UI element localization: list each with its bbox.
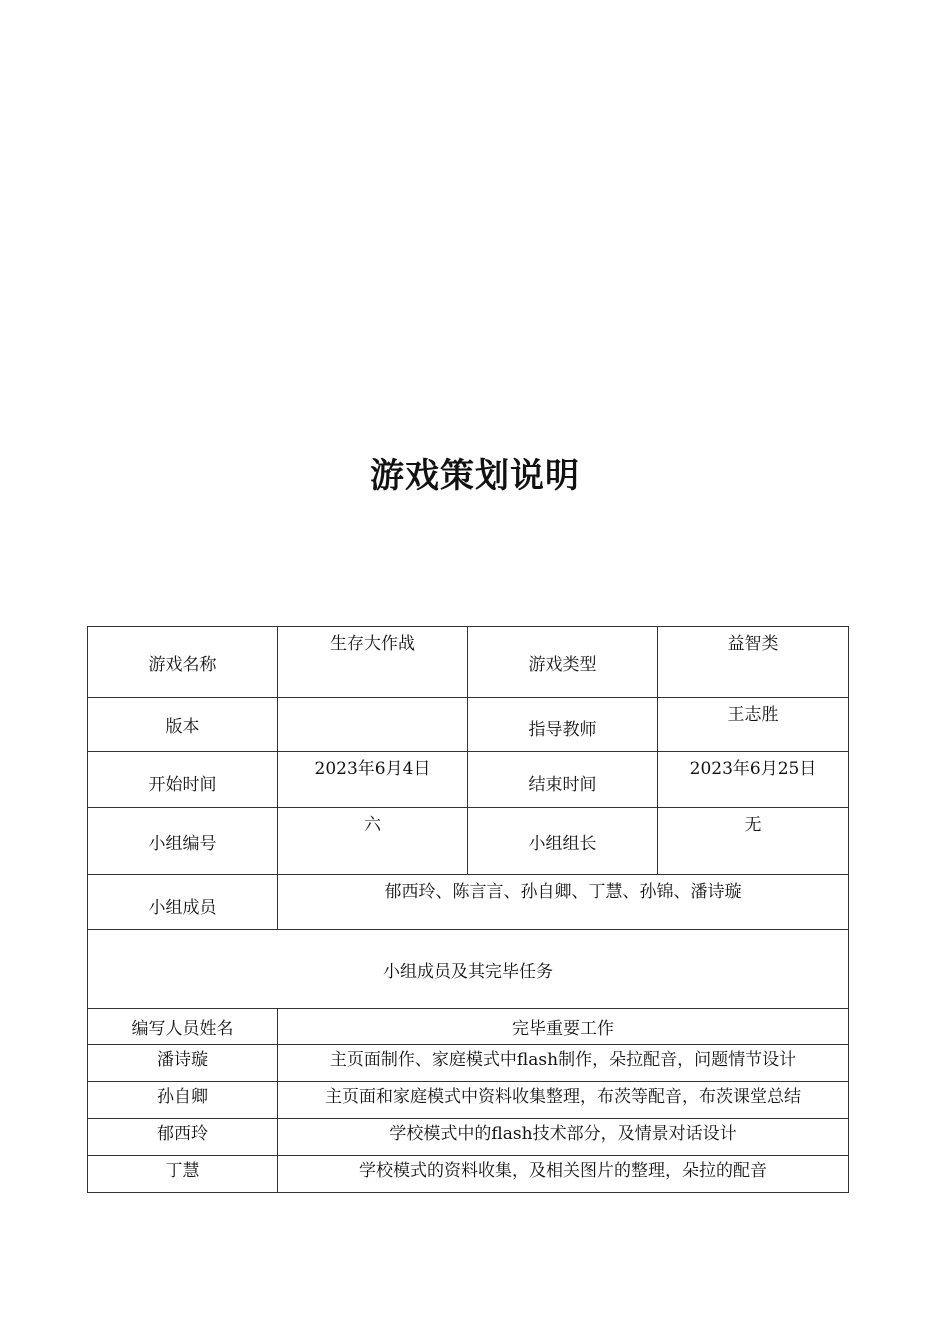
game-name-value: 生存大作战 [278, 627, 468, 698]
members-value: 郁西玲、陈言言、孙自卿、丁慧、孙锦、潘诗璇 [278, 875, 849, 930]
group-no-label: 小组编号 [88, 808, 278, 875]
row-members [88, 875, 849, 930]
page-title: 游戏策划说明 [370, 456, 580, 496]
member-work: 学校模式中的flash技术部分，及情景对话设计 [278, 1119, 849, 1156]
end-label: 结束时间 [468, 752, 658, 808]
members-label: 小组成员 [88, 875, 278, 930]
group-no-value: 六 [278, 808, 468, 875]
member-work: 学校模式的资料收集，及相关图片的整理，朵拉的配音 [278, 1156, 849, 1193]
start-value: 2023年6月4日 [278, 752, 468, 808]
game-info-table [87, 626, 849, 1193]
col-header-work: 完毕重要工作 [278, 1009, 849, 1045]
end-value: 2023年6月25日 [658, 752, 849, 808]
version-value [278, 698, 468, 752]
table-row [88, 1082, 849, 1119]
leader-value: 无 [658, 808, 849, 875]
table-row [88, 1119, 849, 1156]
row-group [88, 808, 849, 875]
member-name: 潘诗璇 [88, 1045, 278, 1082]
game-name-label: 游戏名称 [88, 627, 278, 698]
game-type-label: 游戏类型 [468, 627, 658, 698]
member-work: 主页面和家庭模式中资料收集整理，布茨等配音，布茨课堂总结 [278, 1082, 849, 1119]
member-name: 孙自卿 [88, 1082, 278, 1119]
version-label: 版本 [88, 698, 278, 752]
teacher-value: 王志胜 [658, 698, 849, 752]
row-section-title [88, 930, 849, 1009]
row-game-name [88, 627, 849, 698]
tasks-section-title: 小组成员及其完毕任务 [88, 930, 849, 1009]
member-name: 丁慧 [88, 1156, 278, 1193]
teacher-label: 指导教师 [468, 698, 658, 752]
leader-label: 小组组长 [468, 808, 658, 875]
row-version [88, 698, 849, 752]
table-row [88, 1156, 849, 1193]
row-task-header [88, 1009, 849, 1045]
row-dates [88, 752, 849, 808]
table-row [88, 1045, 849, 1082]
game-type-value: 益智类 [658, 627, 849, 698]
member-name: 郁西玲 [88, 1119, 278, 1156]
col-header-name: 编写人员姓名 [88, 1009, 278, 1045]
member-work: 主页面制作、家庭模式中flash制作，朵拉配音，问题情节设计 [278, 1045, 849, 1082]
start-label: 开始时间 [88, 752, 278, 808]
